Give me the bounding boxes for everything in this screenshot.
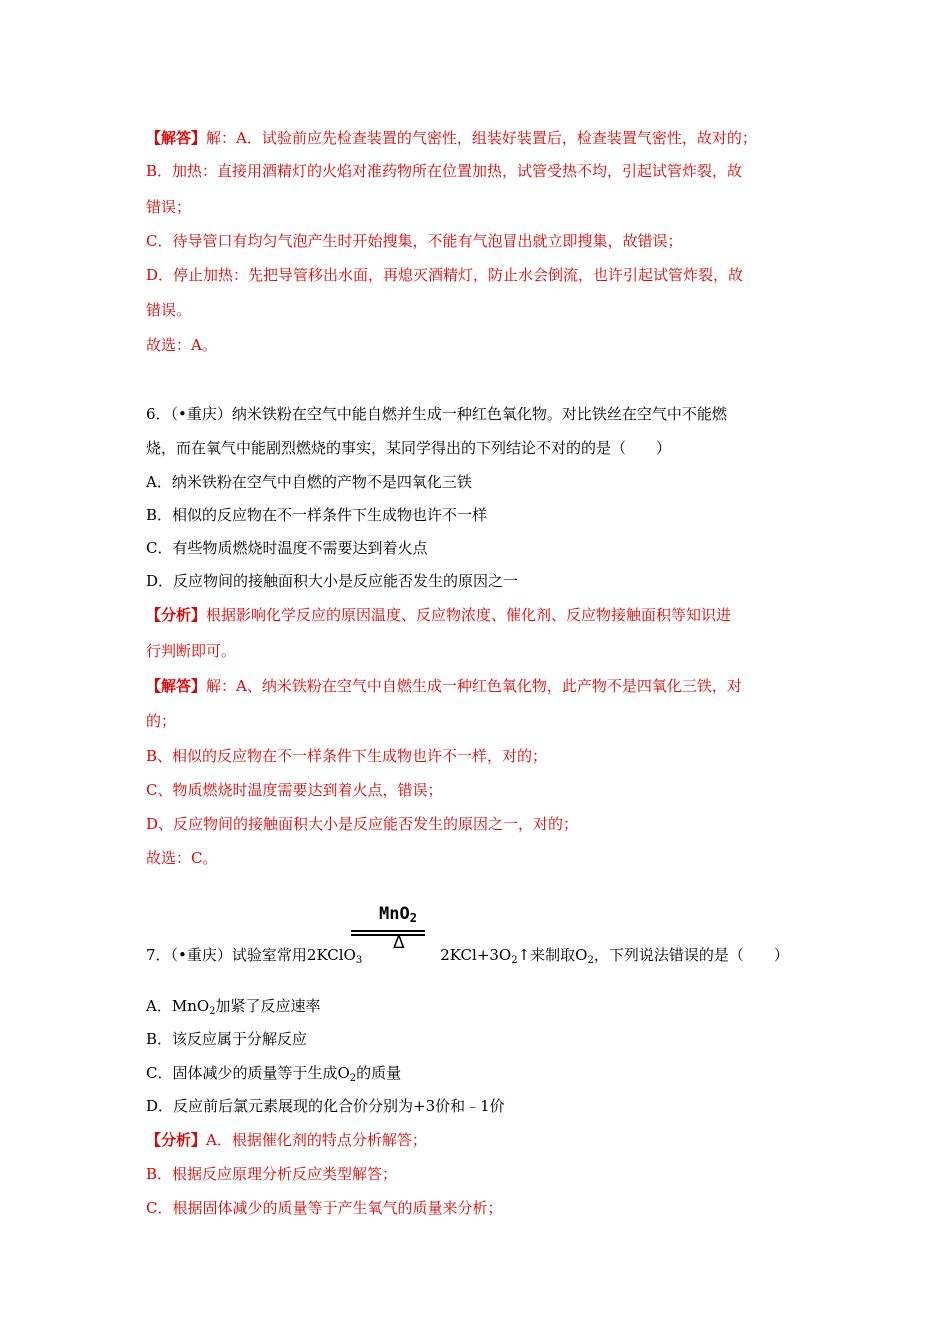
analysis-tag: 【分析】 — [146, 1131, 207, 1149]
q6-stem-line-2: 烧，而在氧气中能剧烈燃烧的事实，某同学得出的下列结论不对的的是（ ） — [146, 439, 672, 457]
q5-answer-line-1 — [146, 128, 757, 148]
q7-option-b: B．该反应属于分解反应 — [146, 1030, 308, 1048]
equals-bar-top — [351, 930, 425, 932]
q6-answer-line-5: D、反应物间的接触面积大小是反应能否发生的原因之一，对的； — [146, 815, 579, 833]
reaction-condition — [351, 904, 425, 953]
q6-option-b: B．相似的反应物在不一样条件下生成物也许不一样 — [146, 506, 488, 524]
q5-answer-line-2: B．加热：直接用酒精灯的火焰对准药物所在位置加热，试管受热不均，引起试管炸裂，故 — [146, 162, 743, 180]
q7-analysis-line-3: C．根据固体减少的质量等于产生氧气的质量来分析； — [146, 1199, 503, 1217]
q6-stem-line-1: 6．（•重庆）纳米铁粉在空气中能自燃并生成一种红色氧化物。对比铁丝在空气中不能燃 — [146, 405, 727, 423]
answer-tag: 【解答】 — [146, 677, 207, 695]
q5-answer-choice: 故选：A。 — [146, 336, 217, 354]
q7-option-a: A．MnO$_2$加紧了反应速率 — [146, 997, 321, 1017]
analysis-text: 根据影响化学反应的原因温度、反应物浓度、催化剂、反应物接触面积等知识进 — [206, 606, 732, 624]
q6-option-a: A．纳米铁粉在空气中自燃的产物不是四氧化三铁 — [146, 473, 472, 491]
q6-answer-line-1 — [146, 676, 742, 696]
heat-symbol: Δ — [393, 933, 405, 953]
q7-option-c: C．固体减少的质量等于生成$O_2$的质量 — [146, 1064, 402, 1084]
q6-answer-line-3: B、相似的反应物在不一样条件下生成物也许不一样，对的； — [146, 747, 548, 765]
q6-option-c: C．有些物质燃烧时温度不需要达到着火点 — [146, 539, 428, 557]
answer-tag: 【解答】 — [146, 129, 207, 147]
q7-analysis-line-2: B．根据反应原理分析反应类型解答； — [146, 1165, 398, 1183]
q6-analysis-line-1 — [146, 605, 731, 625]
q5-answer-line-6: 错误。 — [146, 301, 192, 319]
q6-option-d: D．反应物间的接触面积大小是反应能否发生的原因之一 — [146, 572, 519, 590]
equals-bar-bottom — [351, 934, 425, 936]
q5-answer-line-5: D．停止加热：先把导管移出水面，再熄灭酒精灯，防止水会倒流，也许引起试管炸裂，故 — [146, 266, 744, 284]
answer-text: 解：A．试验前应先检查装置的气密性，组装好装置后，检查装置气密性，故对的； — [206, 129, 757, 147]
q7-option-d: D．反应前后氯元素展现的化合价分别为+3价和﹣1价 — [146, 1097, 505, 1115]
analysis-tag: 【分析】 — [146, 606, 207, 624]
q7-analysis-line-1 — [146, 1130, 427, 1150]
q5-answer-line-3: 错误； — [146, 198, 192, 216]
q5-answer-line-4: C．待导管口有均匀气泡产生时开始搜集，不能有气泡冒出就立即搜集，故错误； — [146, 232, 683, 250]
q6-analysis-line-2: 行判断即可。 — [146, 642, 237, 660]
answer-text: 解：A、纳米铁粉在空气中自燃生成一种红色氧化物，此产物不是四氧化三铁，对 — [206, 677, 742, 695]
q6-answer-line-4: C、物质燃烧时温度需要达到着火点，错误； — [146, 781, 443, 799]
q7-stem: 7．（•重庆）试验室常用2KClO$_3$ $2KCl+3O_2↑$来制取$O_2$，下列说法错误的是（ ） — [146, 946, 789, 966]
reactant: 2KClO$_3$ — [306, 946, 363, 966]
catalyst-label: MnO$_2$ — [379, 904, 417, 925]
q6-answer-choice: 故选：C。 — [146, 849, 218, 867]
analysis-text: A．根据催化剂的特点分析解答； — [206, 1131, 427, 1149]
q6-answer-line-2: 的； — [146, 712, 177, 730]
product: $2KCl+3O_2$ — [440, 946, 518, 966]
